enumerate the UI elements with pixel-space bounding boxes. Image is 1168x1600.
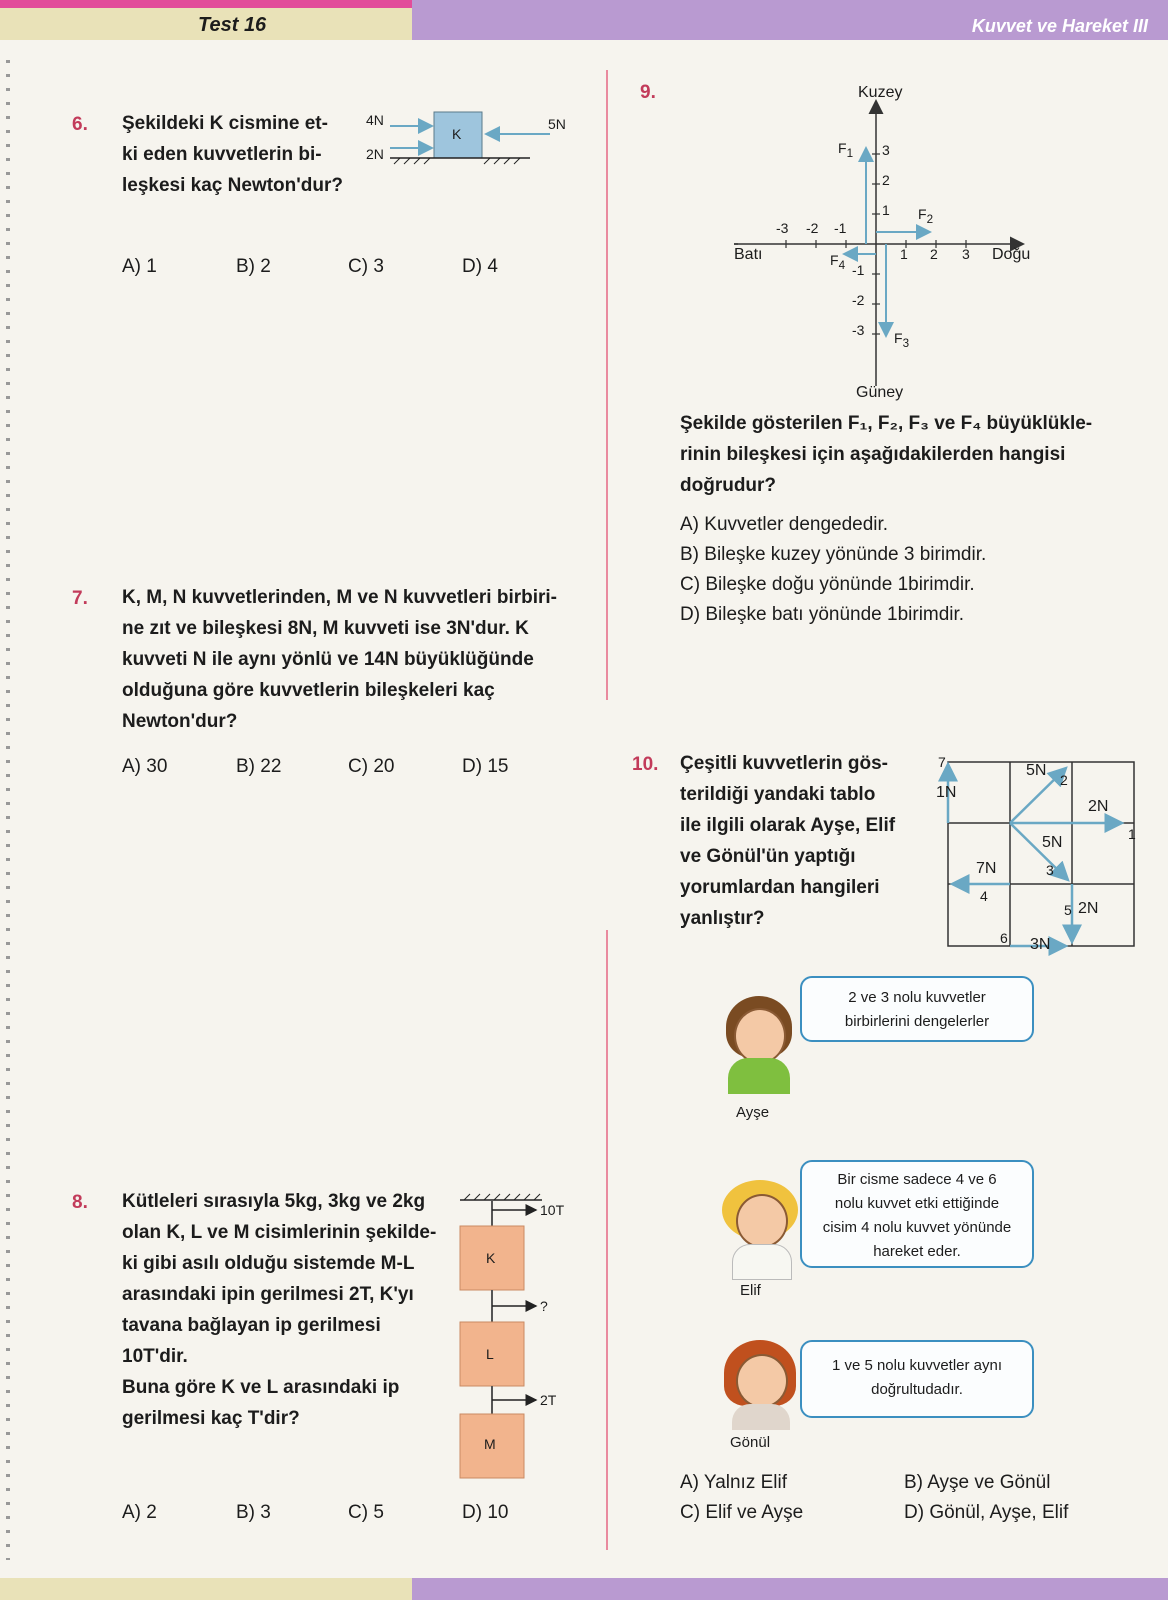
q9-choice-a[interactable]: A) Kuvvetler dengededir. xyxy=(680,514,889,535)
q9-tick-x: -2 xyxy=(806,220,819,236)
q8-line: olan K, L ve M cisimlerinin şekilde- xyxy=(122,1222,437,1243)
q10-choice-d[interactable]: D) Gönül, Ayşe, Elif xyxy=(904,1502,1069,1523)
q9-line: rinin bileşkesi için aşağıdakilerden hangisi xyxy=(680,444,1066,465)
q8-line: Kütleleri sırasıyla 5kg, 3kg ve 2kg xyxy=(122,1191,426,1212)
q6-line: ki eden kuvvetlerin bi- xyxy=(122,144,322,165)
comment-line: birbirlerini dengelerler xyxy=(844,1013,990,1030)
q10-label-3n: 3N xyxy=(1030,936,1051,953)
q9-f4-label: $F_4$ xyxy=(830,252,846,272)
q8-choice-a[interactable]: A) 2 xyxy=(122,1502,157,1523)
q10-line: yorumlardan hangileri xyxy=(680,877,880,898)
comment-line: nolu kuvvet etki ettiğinde xyxy=(834,1195,1000,1212)
q8-line: 10T'dir. xyxy=(122,1346,188,1367)
q8-line: arasındaki ipin gerilmesi 2T, K'yı xyxy=(122,1284,414,1305)
q9-tick-y: 1 xyxy=(882,202,890,218)
q9-tick-x: 2 xyxy=(930,246,938,262)
q10-label-n6: 6 xyxy=(1000,930,1008,946)
q10-line: yanlıştır? xyxy=(680,908,765,929)
column-divider xyxy=(606,70,608,700)
q9-tick-x: 1 xyxy=(900,246,908,262)
comment-line: Bir cisme sadece 4 ve 6 xyxy=(837,1171,997,1188)
q10-label-7n: 7N xyxy=(976,860,997,877)
q6-line: leşkesi kaç Newton'dur? xyxy=(122,175,343,196)
q8-block-label: K xyxy=(486,1250,496,1266)
q10-label-n4: 4 xyxy=(980,888,988,904)
q7-line: ne zıt ve bileşkesi 8N, M kuvveti ise 3N'dur. K xyxy=(122,618,529,639)
q9-choices xyxy=(680,510,986,630)
q6-force-b: 2N xyxy=(366,146,384,162)
q6-choice-d[interactable]: D) 4 xyxy=(462,256,498,277)
column-divider xyxy=(606,930,608,1550)
q10-choice-a[interactable]: A) Yalnız Elif xyxy=(680,1472,788,1493)
q6-text xyxy=(122,108,372,201)
q9-choice-d[interactable]: D) Bileşke batı yönünde 1birimdir. xyxy=(680,604,965,625)
q10-label-n3: 3 xyxy=(1046,862,1054,878)
q9-choice-b[interactable]: B) Bileşke kuzey yönünde 3 birimdir. xyxy=(680,544,987,565)
q9-line: doğrudur? xyxy=(680,475,777,496)
header-pink-strip xyxy=(0,0,412,8)
q10-label-2n-a: 2N xyxy=(1088,798,1109,815)
person-name-elif: Elif xyxy=(740,1282,761,1299)
q9-tick-y: 3 xyxy=(882,142,890,158)
q6-choice-b[interactable]: B) 2 xyxy=(236,256,271,277)
q8-question-line: gerilmesi kaç T'dir? xyxy=(122,1408,300,1429)
q7-choice-c[interactable]: C) 20 xyxy=(348,756,395,777)
q6-force-c: 5N xyxy=(548,116,566,132)
q8-text xyxy=(122,1186,440,1434)
q9-north-label: Kuzey xyxy=(858,84,903,101)
q10-label-n5: 5 xyxy=(1064,902,1072,918)
q9-f1-label: $F_1$ xyxy=(838,140,854,160)
q10-choice-c[interactable]: C) Elif ve Ayşe xyxy=(680,1502,804,1523)
q8-tension-mid: ? xyxy=(540,1298,548,1314)
q9-tick-y: -3 xyxy=(852,322,865,338)
test-label: Test 16 xyxy=(198,14,267,36)
q7-line: Newton'dur? xyxy=(122,711,238,732)
comment-line: cisim 4 nolu kuvvet yönünde xyxy=(822,1219,1012,1236)
q7-line: olduğuna göre kuvvetlerin bileşkeleri kaç xyxy=(122,680,495,701)
q7-line: kuvveti N ile aynı yönlü ve 14N büyüklüğünde xyxy=(122,649,534,670)
speech-bubble-gonul xyxy=(800,1340,1034,1418)
q8-tension-top: 10T xyxy=(540,1202,565,1218)
q9-tick-x: -1 xyxy=(834,220,847,236)
q6-block-label: K xyxy=(452,126,462,142)
q8-block-label: M xyxy=(484,1436,496,1452)
comment-line: 1 ve 5 nolu kuvvetler aynı xyxy=(831,1357,1003,1374)
speech-bubble-ayse xyxy=(800,976,1034,1042)
q9-west-label: Batı xyxy=(734,246,763,263)
q10-label-n7: 7 xyxy=(938,754,946,770)
avatar-elif xyxy=(722,1180,798,1278)
comment-line: doğrultudadır. xyxy=(871,1381,963,1398)
binding-dots xyxy=(6,60,10,1560)
footer-left-band xyxy=(0,1578,412,1600)
q9-choice-c[interactable]: C) Bileşke doğu yönünde 1birimdir. xyxy=(680,574,975,595)
q7-number: 7. xyxy=(72,588,88,609)
q8-choice-b[interactable]: B) 3 xyxy=(236,1502,271,1523)
q9-tick-x: -3 xyxy=(776,220,789,236)
q10-text xyxy=(680,748,916,934)
q10-line: ile ilgili olarak Ayşe, Elif xyxy=(680,815,896,836)
q6-choice-a[interactable]: A) 1 xyxy=(122,256,157,277)
q9-line: Şekilde gösterilen F₁, F₂, F₃ ve F₄ büyüklükle- xyxy=(680,413,1093,434)
q9-number: 9. xyxy=(640,82,656,103)
q6-number: 6. xyxy=(72,114,88,135)
q7-choice-b[interactable]: B) 22 xyxy=(236,756,282,777)
q10-label-n2: 2 xyxy=(1060,772,1068,788)
q10-label-2n-b: 2N xyxy=(1078,900,1099,917)
q6-force-a: 4N xyxy=(366,112,384,128)
q8-question-line: Buna göre K ve L arasındaki ip xyxy=(122,1377,400,1398)
q9-f2-label: $F_2$ xyxy=(918,206,934,226)
q6-line: Şekildeki K cismine et- xyxy=(122,113,328,134)
q8-number: 8. xyxy=(72,1192,88,1213)
q9-tick-y: -2 xyxy=(852,292,865,308)
q8-hanging-figure xyxy=(450,1192,580,1492)
q10-label-5n-a: 5N xyxy=(1026,762,1047,779)
comment-line: 2 ve 3 nolu kuvvetler xyxy=(848,989,986,1006)
q8-block-label: L xyxy=(486,1346,494,1362)
q7-line: K, M, N kuvvetlerinden, M ve N kuvvetleri birbiri- xyxy=(122,587,558,608)
comment-line: hareket eder. xyxy=(873,1243,961,1260)
q7-choice-a[interactable]: A) 30 xyxy=(122,756,168,777)
q9-tick-y: -1 xyxy=(852,262,865,278)
q7-choice-d[interactable]: D) 15 xyxy=(462,756,509,777)
q9-text xyxy=(680,408,1140,501)
q7-text xyxy=(122,582,578,737)
q6-choice-c[interactable]: C) 3 xyxy=(348,256,384,277)
q9-tick-x: 3 xyxy=(962,246,970,262)
q10-label-1n: 1N xyxy=(936,784,957,801)
speech-bubble-elif xyxy=(800,1160,1034,1268)
footer-right-band xyxy=(412,1578,1168,1600)
q8-choice-c[interactable]: C) 5 xyxy=(348,1502,384,1523)
section-title: Kuvvet ve Hareket III xyxy=(971,16,1148,36)
q8-choice-d[interactable]: D) 10 xyxy=(462,1502,509,1523)
q8-line: ki gibi asılı olduğu sistemde M-L xyxy=(122,1253,415,1274)
q9-f3-label: $F_3$ xyxy=(894,330,910,350)
q10-number: 10. xyxy=(632,754,659,775)
q10-line: ve Gönül'ün yaptığı xyxy=(680,846,856,867)
avatar-gonul xyxy=(722,1340,798,1430)
q10-label-n1: 1 xyxy=(1128,826,1136,842)
person-name-gonul: Gönül xyxy=(730,1434,771,1451)
q9-east-label: Doğu xyxy=(992,246,1031,263)
q6-force-figure xyxy=(360,104,580,174)
q10-label-5n-b: 5N xyxy=(1042,834,1063,851)
q9-south-label: Güney xyxy=(856,384,904,401)
q8-line: tavana bağlayan ip gerilmesi xyxy=(122,1315,381,1336)
q8-tension-low: 2T xyxy=(540,1392,557,1408)
q10-choice-b[interactable]: B) Ayşe ve Gönül xyxy=(904,1472,1051,1493)
q9-tick-y: 2 xyxy=(882,172,890,188)
q10-line: terildiği yandaki tablo xyxy=(680,784,876,805)
q10-line: Çeşitli kuvvetlerin gös- xyxy=(680,753,889,774)
person-name-ayse: Ayşe xyxy=(736,1104,770,1121)
avatar-ayse xyxy=(722,996,798,1094)
